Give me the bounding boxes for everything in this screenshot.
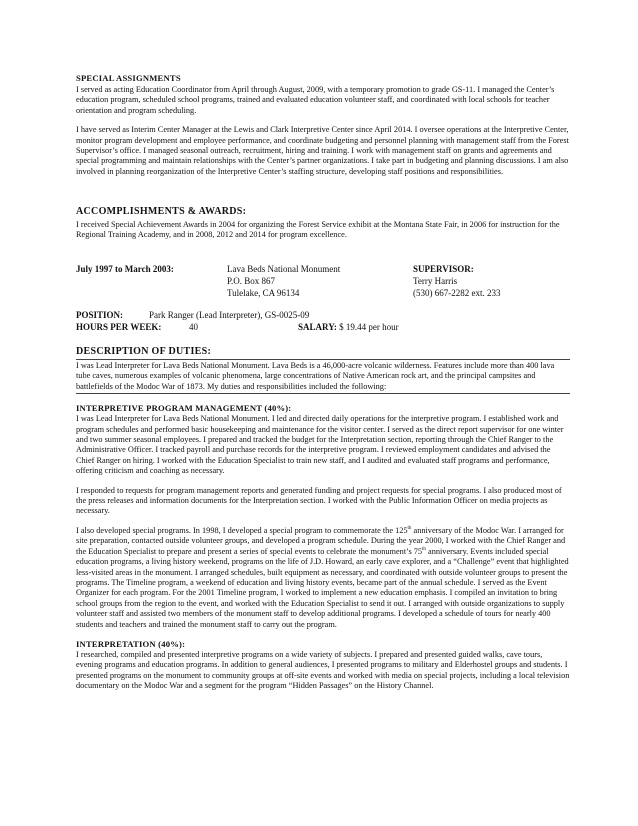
supervisor-label: SUPERVISOR: xyxy=(413,264,474,274)
special-assignments-paragraph-2: I have served as Interim Center Manager at the Lewis and Clark Interpretive Center since April 2014. I oversee operations at the Interpretive Center, monitor program development and employee performance, and coordinate budgeting and personnel planning with management staff from the Forest Supervisor’s office. I managed seasonal outreach, recruitment, hiring and training. I work with management staff on grants and agreements and special programming and maintain relationships with the Center’s partner organizations. I take part in budgeting and planning discussions. I am also involved in planning reorganization of the Interpretive Center’s staffing structure, developing staff positions and responsibilities. xyxy=(76,125,569,176)
accomplishments-heading: ACCOMPLISHMENTS & AWARDS: xyxy=(76,206,247,217)
hours-label: HOURS PER WEEK: xyxy=(76,322,162,332)
position-value: Park Ranger (Lead Interpreter), GS-0025-09 xyxy=(149,310,310,320)
job-dates: July 1997 to March 2003: xyxy=(76,264,174,274)
duties-heading: DESCRIPTION OF DUTIES: xyxy=(76,346,570,360)
duties-intro: I was Lead Interpreter for Lava Beds National Monument. Lava Beds is a 46,000-acre volcanic wilderness. Features include more than 400 lava tube caves, numerous examples of volcanic phenomena, large concentrations of Native American rock art, and the principal campsites and battlefields of the Modoc War of 1873. My duties and responsibilities included the following: xyxy=(76,361,570,394)
supervisor-phone: (530) 667-2282 ext. 233 xyxy=(413,288,501,298)
hours-value: 40 xyxy=(189,322,198,332)
accomplishments-text: I received Special Achievement Awards in 2004 for organizing the Forest Service exhibit at the Montana State Fair, in 2006 for instruction for the Regional Training Academy, and in 2008, 2012 and 2014 for program excellence. xyxy=(76,220,560,240)
ipm-paragraph-2: I responded to requests for program management reports and generated funding and project requests for special programs. I also produced most of the press releases and information documents for the Interpretation section. I worked with the Public Information Officer on media projects as necessary. xyxy=(76,485,562,516)
employer-name: Lava Beds National Monument xyxy=(227,264,341,274)
salary xyxy=(298,322,399,333)
ordinal-suffix: th xyxy=(422,546,426,552)
ordinal-suffix: th xyxy=(407,526,412,532)
ipm-heading: INTERPRETIVE PROGRAM MANAGEMENT (40%): xyxy=(76,403,292,414)
supervisor-name: Terry Harris xyxy=(413,276,458,286)
special-assignments-paragraph-1: I served as acting Education Coordinator from April through August, 2009, with a temporary promotion to grade GS-11. I managed the Center’s education program, scheduled school programs, trained and evaluated education volunteer staff, and coordinated with local schools for teacher orientation and program scheduling. xyxy=(76,85,555,115)
accomplishments-section xyxy=(76,206,570,241)
salary-label: SALARY: xyxy=(298,322,337,332)
position-label: POSITION: xyxy=(76,310,124,320)
salary-value: $ 19.44 per hour xyxy=(339,322,399,332)
employer-address: P.O. Box 867 xyxy=(227,276,276,286)
ipm-paragraph-1: I was Lead Interpreter for Lava Beds National Monument. I led and directed daily operations for the interpretive program. I established work and program schedules and performed basic housekeeping and maintenance for the visitor center. I served as the direct report supervisor for one winter and two summer seasonal employees. I prepared and tracked the budget for the Interpretation section, reporting through the Chief Ranger to the Administrative Officer. I tracked payroll and purchase records for the interpretive program. I reviewed employment candidates and advised the Chief Ranger on hiring. I worked with the Education Specialist to train new staff, and I audited and evaluated staff programs and performance, offering criticism and coaching as necessary. xyxy=(76,414,564,476)
special-assignments-section xyxy=(76,73,570,177)
ipm-p3-part-c: anniversary. Events included special education programs, a living history weekend, programs on the life of J.D. Howard, an early cave explorer, and a “Challenge” event that highlighted less-visited areas in the monument. I arranged schedules, built equipment as necessary, and coordinated with outside volunteer groups to present the programs. The Timeline program, a weekend of education and living history events, became part of the annual schedule. I served as the Event Organizer for each program. For the 2001 Timeline program, I worked to implement a new education emphasis. I compiled an invitation to bring school groups from the region to the event, and worked with the Education Specialist to send it out. I arranged with outside organizations to supply volunteer staff and assisted two members of the monument staff to develop additional programs. I developed a schedule of tours for nearly 400 students and teachers and trained the monument staff to carry out the program. xyxy=(76,546,569,629)
ipm-paragraph-3 xyxy=(76,526,570,630)
interpretation-paragraph-1: I researched, compiled and presented interpretive programs on a wide variety of subjects. I prepared and presented guided walks, cave tours, evening programs and education programs. In addition to general audiences, I presented programs to military and Elderhostel groups and students. I presented programs on the monument to community groups at off-site events and worked with media on special projects, including a local television documentary on the Modoc War and a segment for the program “Hidden Passages” on the History Channel. xyxy=(76,649,570,691)
duties-section xyxy=(76,346,570,692)
interpretation-heading: INTERPRETATION (40%): xyxy=(76,638,186,649)
ipm-p3-part-a: I also developed special programs. In 1998, I developed a special program to commemorate the 125 xyxy=(76,525,408,535)
special-assignments-heading: SPECIAL ASSIGNMENTS xyxy=(76,73,181,83)
employer-city: Tulelake, CA 96134 xyxy=(227,288,300,298)
ipm-p3-part-b: anniversary of the Modoc War. I arranged for site preparation, contacted outside volunteer groups, and developed a program schedule. During the year 2000, I worked with the Chief Ranger and the Education Specialist to prepare and present a series of special events to celebrate the monument’s 75 xyxy=(76,525,566,556)
